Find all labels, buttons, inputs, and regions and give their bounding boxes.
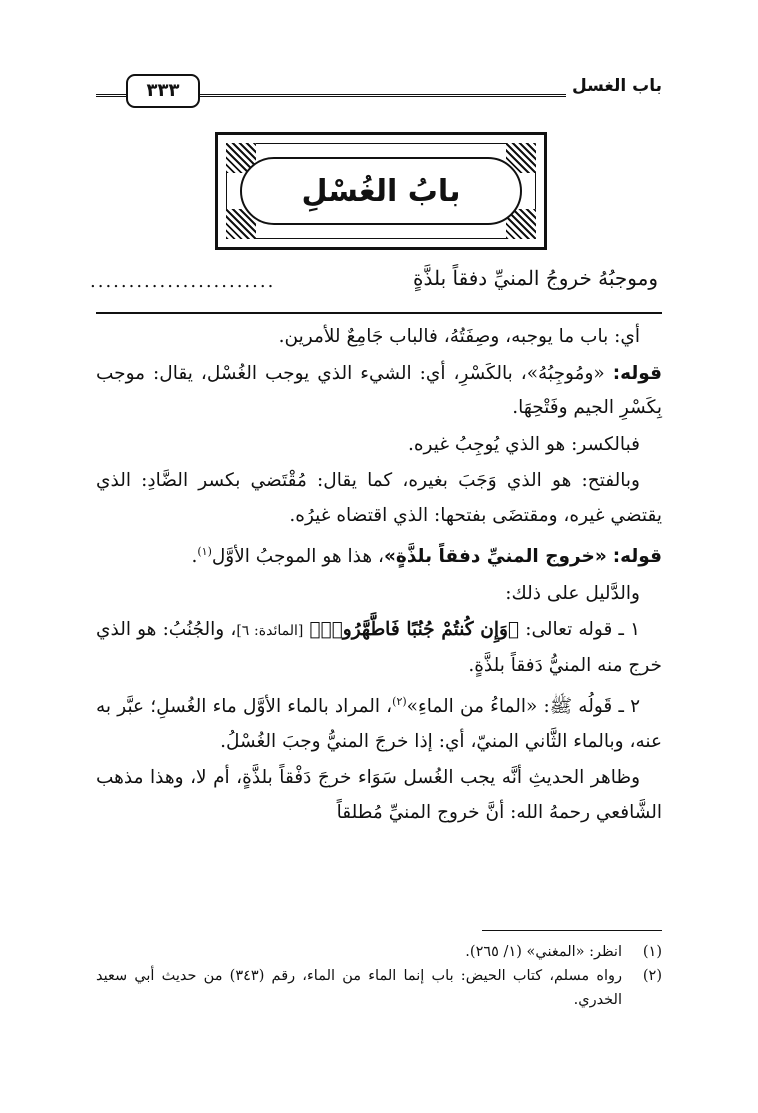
matn-rule bbox=[96, 312, 662, 314]
footnote-number: (٢) bbox=[642, 968, 662, 984]
chapter-title: بابُ الغُسْلِ bbox=[301, 173, 461, 209]
verse-reference: [المائدة: ٦] bbox=[236, 623, 304, 640]
quran-verse: ﴿وَإِن كُنتُمْ جُنُبًا فَاطَّهَّرُوا۟﴾ bbox=[309, 619, 520, 641]
paragraph: وبالفتح: هو الذي وَجَبَ بغيره، كما يقال: مُقْتَضي بكسر الضَّادِ: الذي يقتضي غيره، ومقتضَى بفتحها: الذي اقتضاه غيرُه. bbox=[96, 470, 662, 526]
qawluhu-label: قوله: bbox=[612, 546, 662, 568]
matn-text: وموجبُهُ خروجُ المنيِّ دفقاً بلذَّةٍ bbox=[413, 266, 658, 290]
paragraph: أي: باب ما يوجبه، وصِفَتُهُ، فالباب جَامِعٌ للأمرين. bbox=[278, 326, 640, 347]
matn-quote: «خروج المنيِّ دفقاً بلذَّةٍ» bbox=[383, 546, 607, 568]
footnote bbox=[96, 940, 662, 964]
paragraph: ١ ـ قوله تعالى: ﴿وَإِن كُنتُمْ جُنُبًا فَاطَّهَّرُوا۟﴾ [المائدة: ٦]، والجُنُبُ: هو الذي خرج منه المنيُّ دَفقاً بلذَّةٍ. bbox=[96, 619, 662, 676]
paragraph: فبالكسر: هو الذي يُوجِبُ غيره. bbox=[407, 433, 640, 455]
paragraph: قوله: «خروج المنيِّ دفقاً بلذَّةٍ»، هذا هو الموجبُ الأوَّل$^{(١)}$. bbox=[191, 545, 662, 568]
chapter-title-frame bbox=[215, 132, 547, 250]
footnote bbox=[96, 964, 662, 1012]
page-number: ٣٣٣ bbox=[126, 74, 200, 108]
footnote-number: (١) bbox=[642, 944, 662, 960]
footnote-marker: (٢) bbox=[392, 695, 407, 709]
title-oval bbox=[240, 157, 522, 225]
qawluhu-label: قوله: bbox=[612, 362, 662, 384]
paragraph: وظاهر الحديثِ أنَّه يجب الغُسل سَوَاء خرجَ دَفْقاً بلذَّةٍ، أم لا، وهذا مذهب الشَّافعي رحمهُ الله: أنَّ خروج المنيِّ مُطلقاً bbox=[96, 767, 662, 823]
footnotes bbox=[96, 940, 662, 1012]
footnote-marker: (١) bbox=[197, 545, 212, 558]
hadith-quote: «الماءُ من الماءِ» bbox=[406, 696, 538, 718]
paragraph: والدَّليل على ذلك: bbox=[505, 582, 640, 604]
footnote-text: رواه مسلم، كتاب الحيض: باب إنما الماء من الماء، رقم (٣٤٣) من حديث أبي سعيد الخدري. bbox=[96, 968, 622, 1008]
running-head bbox=[96, 76, 662, 106]
footnote-text: انظر: «المغني» (١/ ٢٦٥). bbox=[465, 944, 622, 960]
matn-dots: ........................ bbox=[90, 271, 276, 292]
footnote-rule bbox=[482, 930, 662, 931]
paragraph: ٢ ـ قَولُه ﷺ: «الماءُ من الماءِ»$^{(٢)}$، المراد بالماء الأوَّل ماء الغُسلِ؛ عبَّر به عنه، وبالماء الثَّاني المنيّ، أي: إذا خرجَ المنيُّ وجبَ الغُسْلُ. bbox=[96, 695, 662, 752]
matn-line bbox=[90, 266, 658, 290]
paragraph: قوله: «ومُوجِبُهُ»، بالكَسْرِ، أي: الشيء الذي يوجب الغُسْل، يقال: موجب بِكَسْرِ الجيم وفَتْحِهَا. bbox=[96, 362, 662, 418]
commentary-body bbox=[96, 320, 662, 832]
running-head-chapter: باب الغسل bbox=[571, 76, 662, 96]
